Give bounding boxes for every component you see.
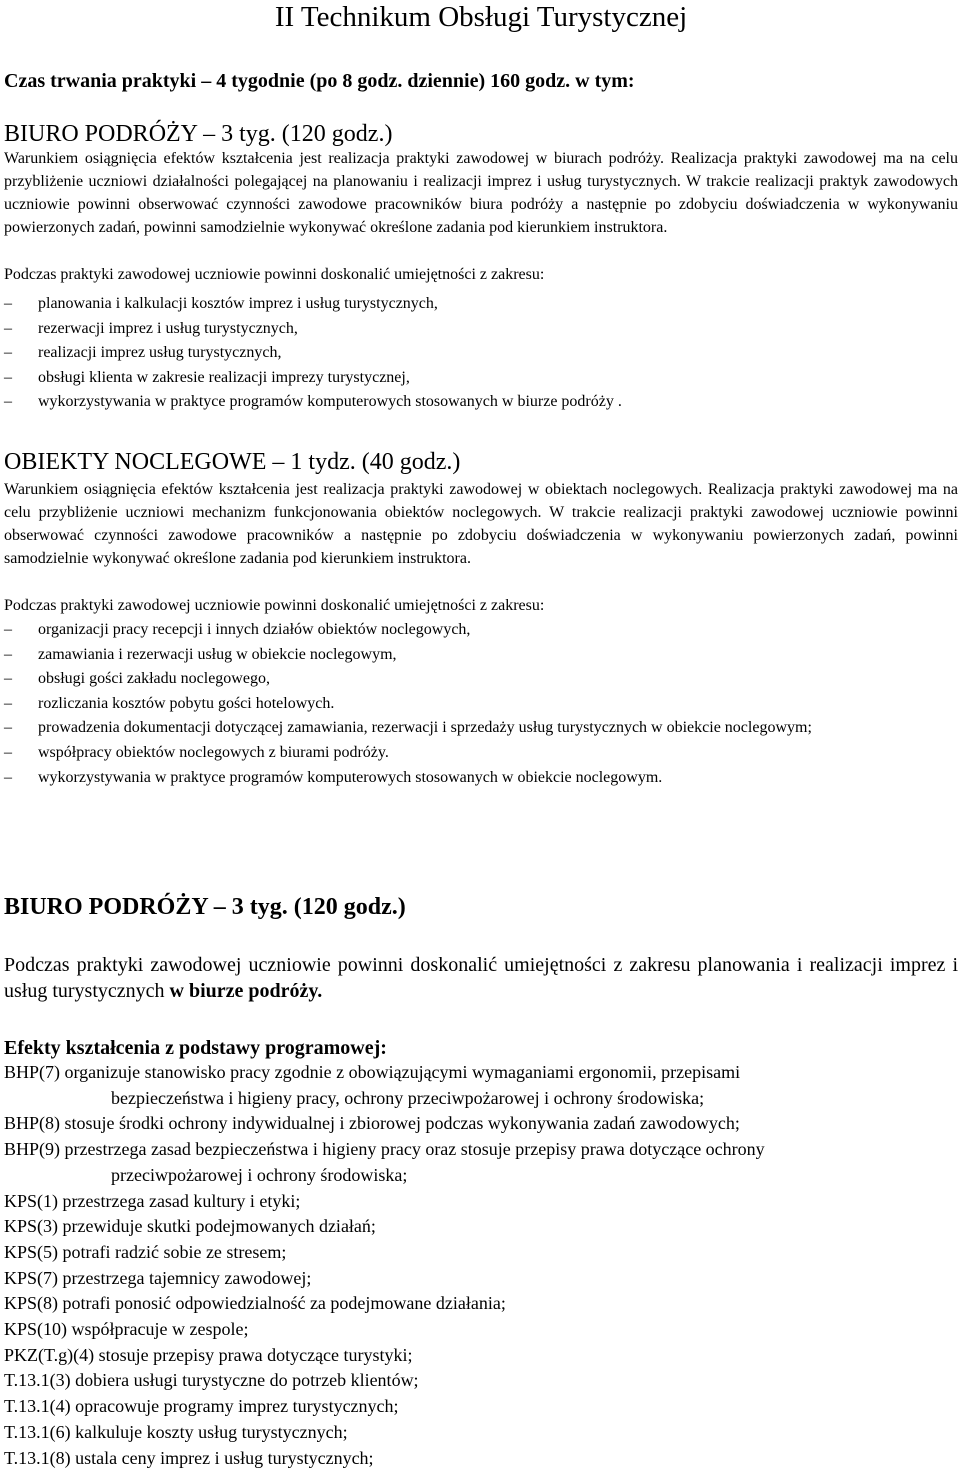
skills-intro-travel-agency: Podczas praktyki zawodowej uczniowie powinni doskonalić umiejętności z zakresu: [4, 266, 545, 283]
section-heading-travel-agency-2: BIURO PODRÓŻY – 3 tyg. (120 godz.) [4, 894, 406, 920]
section-paragraph-travel-agency: Warunkiem osiągnięcia efektów kształcenia jest realizacja praktyki zawodowej w biurach podróży. Realizacja praktyki zawodowej ma na celu przybliżenie uczniowi działalności polegającej na planowaniu i realizacji imprez i usług turystycznych. W trakcie realizacji praktyk zawodowych uczniowie powinni obserwować czynności zawodowe pracowników biura podróży a następnie po zdobyciu doświadczenia w wykonywaniu powierzonych zadań, powinni samodzielnie wykonywać określone zadania pod kierunkiem instruktora. [4, 150, 958, 236]
list-item: – zamawiania i rezerwacji usług w obiekcie noclegowym, [4, 643, 958, 668]
effect-item [4, 1291, 958, 1317]
effect-line: T.13.1(6) kalkuluje koszty usług turystycznych; [4, 1421, 348, 1442]
effect-line: T.13.1(3) dobiera usługi turystyczne do potrzeb klientów; [4, 1370, 419, 1391]
duration-line: Czas trwania praktyki – 4 tygodnie (po 8 godz. dziennie) 160 godz. w tym: [4, 70, 635, 92]
skills-intro-accommodation: Podczas praktyki zawodowej uczniowie powinni doskonalić umiejętności z zakresu: [4, 597, 545, 614]
intro-bold-text: w biurze podróży. [169, 980, 323, 1002]
list-item: – współpracy obiektów noclegowych z biurami podróży. [4, 741, 958, 766]
effect-item [4, 1446, 958, 1471]
effects-heading: Efekty kształcenia z podstawy programowej: [4, 1037, 387, 1059]
effect-line: PKZ(T.g)(4) stosuje przepisy prawa dotyczące turystyki; [4, 1344, 413, 1365]
effect-line: BHP(9) przestrzega zasad bezpieczeństwa i higieny pracy oraz stosuje przepisy prawa dotyczące ochrony [4, 1139, 765, 1160]
list-item: – wykorzystywania w praktyce programów komputerowych stosowanych w obiekcie noclegowym. [4, 766, 958, 791]
effect-item [4, 1189, 958, 1215]
section-intro-travel-agency-2 [4, 952, 958, 1004]
effect-item [4, 1368, 958, 1394]
section-paragraph-accommodation: Warunkiem osiągnięcia efektów kształcenia jest realizacja praktyki zawodowej w obiektach noclegowych. Realizacja praktyki zawodowej ma na celu przybliżenie uczniowi mechanizm funkcjonowania obiektów noclegowych. W trakcie realizacji praktyki zawodowej uczniowie powinni obserwować czynności zawodowe pracowników a następnie po zdobyciu doświadczenia w wykonywaniu powierzonych zadań, powinni samodzielnie wykonywać określone zadania pod kierunkiem instruktora. [4, 481, 958, 567]
list-item: – organizacji pracy recepcji i innych działów obiektów noclegowych, [4, 618, 958, 643]
section-heading-travel-agency: BIURO PODRÓŻY – 3 tyg. (120 godz.) [4, 121, 393, 147]
list-item: – obsługi klienta w zakresie realizacji imprezy turystycznej, [4, 366, 958, 391]
effect-line: KPS(3) przewiduje skutki podejmowanych działań; [4, 1216, 376, 1237]
skills-list-travel-agency [4, 292, 958, 415]
effect-line: T.13.1(4) opracowuje programy imprez turystycznych; [4, 1396, 399, 1417]
effect-item [4, 1060, 958, 1111]
effect-line: T.13.1(8) ustala ceny imprez i usług turystycznych; [4, 1447, 374, 1468]
effect-item [4, 1394, 958, 1420]
list-item: – rezerwacji imprez i usług turystycznych, [4, 317, 958, 342]
effect-line-continuation: przeciwpożarowej i ochrony środowiska; [111, 1164, 408, 1185]
effect-line: BHP(7) organizuje stanowisko pracy zgodnie z obowiązującymi wymaganiami ergonomii, przepisami [4, 1062, 741, 1082]
list-item: – prowadzenia dokumentacji dotyczącej zamawiania, rezerwacji i sprzedaży usług turystycznych w obiekcie noclegowym; [4, 716, 958, 741]
effect-item [4, 1317, 958, 1343]
effect-line: KPS(1) przestrzega zasad kultury i etyki; [4, 1190, 301, 1211]
list-item: – realizacji imprez usług turystycznych, [4, 341, 958, 366]
list-item: – rozliczania kosztów pobytu gości hotelowych. [4, 692, 958, 717]
document-title: II Technikum Obsługi Turystycznej [274, 1, 688, 33]
effect-line-continuation: bezpieczeństwa i higieny pracy, ochrony przeciwpożarowej i ochrony środowiska; [111, 1087, 705, 1108]
effect-item [4, 1240, 958, 1266]
effect-line: KPS(5) potrafi radzić sobie ze stresem; [4, 1241, 287, 1262]
skills-list-accommodation [4, 618, 958, 790]
section-heading-accommodation: OBIEKTY NOCLEGOWE – 1 tydz. (40 godz.) [4, 449, 461, 475]
intro-text: Podczas praktyki zawodowej uczniowie powinni doskonalić umiejętności z zakresu planowania i realizacji imprez i usług turystycznych [4, 954, 958, 1002]
effect-item [4, 1266, 958, 1292]
list-item: – obsługi gości zakładu noclegowego, [4, 667, 958, 692]
effect-item [4, 1137, 958, 1188]
list-item: – planowania i kalkulacji kosztów imprez i usług turystycznych, [4, 292, 958, 317]
effect-line: KPS(8) potrafi ponosić odpowiedzialność za podejmowane działania; [4, 1293, 506, 1314]
effect-item [4, 1343, 958, 1369]
effect-item [4, 1420, 958, 1446]
effect-line: KPS(7) przestrzega tajemnicy zawodowej; [4, 1267, 312, 1288]
effect-item [4, 1214, 958, 1240]
effects-list [4, 1060, 958, 1471]
effect-line: BHP(8) stosuje środki ochrony indywidualnej i zbiorowej podczas wykonywania zadań zawodowych; [4, 1113, 740, 1134]
effect-line: KPS(10) współpracuje w zespole; [4, 1319, 249, 1340]
effect-item [4, 1111, 958, 1137]
list-item: – wykorzystywania w praktyce programów komputerowych stosowanych w biurze podróży . [4, 390, 958, 415]
